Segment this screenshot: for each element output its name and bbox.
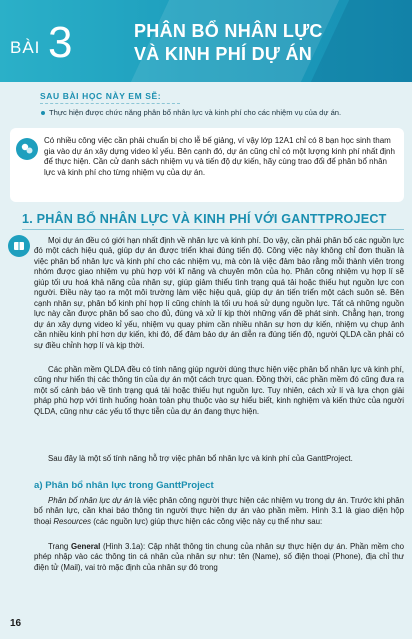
learning-objectives bbox=[40, 91, 400, 118]
lesson-title-line2: VÀ KINH PHÍ DỰ ÁN bbox=[134, 44, 313, 64]
emphasis-term: General bbox=[70, 542, 101, 551]
emphasis-term: Resources bbox=[53, 516, 92, 526]
paragraph-text: (các nguồn lực) giúp thực hiện các công việc này cụ thể như sau: bbox=[91, 516, 323, 526]
body-paragraph: Mọi dự án đều có giới hạn nhất định về nhân lực và kinh phí. Do vậy, cần phải phân bổ các nguồn lực đó một cách hiệu quả, giúp dự án được triển khai đúng tiến độ. Công việc này không chỉ đơn thuần là việc phân bổ nhân lực và kinh phí cho các nhiệm vụ, mà còn là việc đảm bảo rằng mỗi thành viên trong nhóm được giao nhiệm vụ phù hợp với kĩ năng và chuyên môn của họ. Phân công nhiệm vụ hợp lí sẽ giúp tối ưu hoá khả năng của nhân sự, giúp giảm thiểu tình trạng quá tải hoặc thiếu hụt nguồn lực con người. Điều này tạo ra một môi trường làm việc hiệu quả, giúp dự án tiến triển một cách suôn sẻ. Bên cạnh nhân sự, phân bổ kinh phí hợp lí cũng chính là tối ưu hoá sử dụng nguồn lực. Tất cả những nguồn lực này cần được phân bổ sao cho đủ, đúng và xử lí kịp thời những vấn đề phát sinh. Chẳng hạn, trong dự án xây dựng video kỉ yếu, nhiệm vụ quay phim cần nhiều nhân sự hơn dự kiến, nhiệm vụ chụp ảnh cần nhiều kinh phí hơn dự kiến, khi đó, để đảm bảo dự án diễn ra đúng tiến độ, người QLDA cần phải có sự điều chỉnh hợp lí và kịp thời. bbox=[34, 236, 404, 350]
objectives-heading: SAU BÀI HỌC NÀY EM SẼ: bbox=[40, 91, 180, 104]
paragraph-text: Trang bbox=[48, 542, 71, 551]
paragraph-text: là việc phân công người thực hiện các nhiệm vụ trong dự án. Trước khi phân bổ nhân lực, cần khai báo thông tin người thực hiện dự án vào phần mềm. Hình 3.1 là giao diện hộp thoại bbox=[34, 496, 405, 526]
section-heading: 1. PHÂN BỔ NHÂN LỰC VÀ KINH PHÍ VỚI GANTTPROJECT bbox=[22, 212, 387, 226]
lesson-label: BÀI bbox=[10, 38, 41, 57]
lesson-title-line1: PHÂN BỔ NHÂN LỰC bbox=[134, 21, 323, 41]
lesson-number: 3 bbox=[48, 18, 73, 67]
section-divider bbox=[22, 229, 404, 230]
objective-item: Thực hiện được chức năng phân bổ nhân lực và kinh phí cho các nhiệm vụ của dự án. bbox=[40, 108, 400, 118]
intro-text: Có nhiều công việc cần phải chuẩn bị cho lễ bế giảng, ví vậy lớp 12A1 chỉ có 8 bạn học sinh tham gia vào dự án xây dựng video kỉ yếu. Bên cạnh đó, dự án cũng chỉ có một lượng kinh phí nhất định để thực hiện. Cần cử danh sách nhiệm vụ và tiến độ dự kiến, hãy cùng trao đổi để phân bổ nhân lực và kinh phí cho từng nhiệm vụ của dự án. bbox=[44, 136, 395, 177]
emphasis-term: Phân bổ nhân lực dự án bbox=[48, 496, 133, 505]
body-paragraph: Các phần mềm QLDA đều có tính năng giúp người dùng thực hiện việc phân bổ nhân lực và kinh phí, cũng như hiển thị các thông tin của dự án một cách trực quan. Đồng thời, các phần mềm đó cũng đưa ra một số cảnh báo về tình trạng quá tải hoặc thiếu hụt nguồn lực. Tuy nhiên, cách xử lí và lựa chọn giải pháp phù hợp với tình huống hoàn toàn phụ thuộc vào sự hiểu biết, kinh nghiệm và kiến thức của người QLDA, cũng như các yếu tố thực tiễn của dự án đang thực hiện. bbox=[34, 365, 404, 416]
knowledge-icon bbox=[8, 235, 30, 257]
body-paragraph bbox=[34, 496, 404, 538]
intro-box bbox=[10, 128, 404, 202]
subsection-heading: a) Phân bổ nhân lực trong GanttProject bbox=[34, 480, 214, 491]
page-number: 16 bbox=[10, 618, 22, 629]
discussion-icon bbox=[16, 138, 38, 160]
body-paragraph: Sau đây là một số tính năng hỗ trợ việc phân bổ nhân lực và kinh phí của GanttProject. bbox=[48, 454, 353, 463]
paragraph-text: (Hình 3.1a): Cập nhật thông tin chung của nhân sự thực hiện dự án. Phần mềm cho phép nhập vào các thông tin cá nhân của nhân sự như: tên (Name), số điện thoại (Phone), địa chỉ thư điện tử (Mail), vai trò mặc định của nhân sự đó trong bbox=[34, 542, 404, 572]
lesson-header bbox=[0, 0, 412, 82]
body-paragraph bbox=[34, 542, 404, 590]
lesson-title bbox=[134, 20, 323, 66]
